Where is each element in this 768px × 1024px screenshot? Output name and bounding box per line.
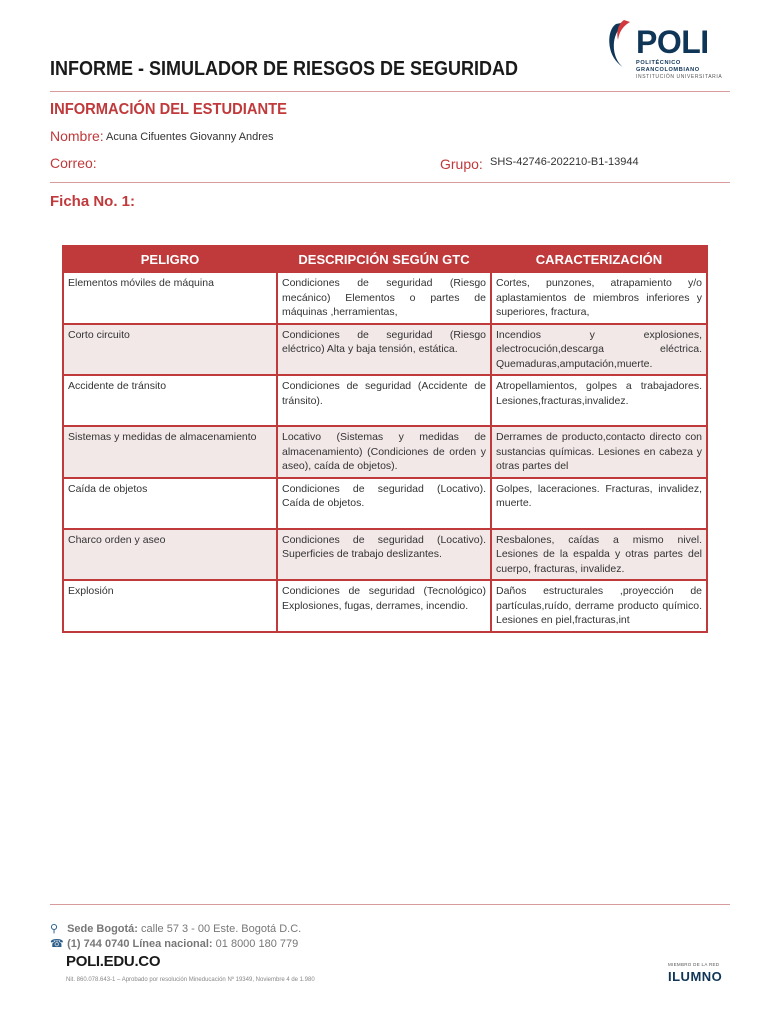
logo-line-2: GRANCOLOMBIANO — [636, 67, 700, 73]
peligro-cell: Corto circuito — [64, 325, 276, 375]
website-link[interactable]: POLI.EDU.CO — [66, 953, 161, 970]
peligro-cell: Elementos móviles de máquina — [64, 273, 276, 323]
header-peligro: PELIGRO — [64, 247, 276, 271]
table-row — [64, 530, 706, 580]
ficha-label: Ficha No. 1: — [50, 193, 136, 210]
group-value: SHS-42746-202210-B1-13944 — [490, 156, 639, 168]
table-header-row — [64, 247, 706, 271]
student-divider — [50, 182, 730, 183]
ilumno-logo: ILUMNO — [668, 969, 723, 984]
sede-value: calle 57 3 - 00 Este. Bogotá D.C. — [141, 923, 302, 935]
table-row — [64, 273, 706, 323]
header-descripcion: DESCRIPCIÓN SEGÚN GTC — [278, 247, 490, 271]
name-label: Nombre: — [50, 128, 104, 144]
group-label: Grupo: — [440, 156, 483, 172]
logo-line-1: POLITÉCNICO — [636, 60, 681, 66]
table-row — [64, 581, 706, 631]
caracterizacion-cell: Daños estructurales ,proyección de partículas,ruído, derrame producto químico. Lesiones en piel,fracturas,int — [492, 581, 706, 631]
descripcion-cell: Locativo (Sistemas y medidas de almacenamiento) (Condiciones de orden y aseo), caída de objetos). — [278, 427, 490, 477]
student-section-title: INFORMACIÓN DEL ESTUDIANTE — [50, 101, 287, 118]
footer-phones — [50, 937, 298, 950]
descripcion-cell: Condiciones de seguridad (Locativo). Caída de objetos. — [278, 479, 490, 528]
linea-value: 01 8000 180 779 — [215, 938, 299, 950]
poli-logo-mark-icon — [606, 18, 636, 74]
caracterizacion-cell: Derrames de producto,contacto directo con sustancias químicas. Lesiones en cabeza y otras partes del — [492, 427, 706, 477]
descripcion-cell: Condiciones de seguridad (Locativo). Superficies de trabajo deslizantes. — [278, 530, 490, 580]
peligro-cell: Charco orden y aseo — [64, 530, 276, 580]
peligro-cell: Caída de objetos — [64, 479, 276, 528]
linea-label: Línea nacional: — [132, 938, 213, 950]
caracterizacion-cell: Resbalones, caídas a mismo nivel. Lesiones de la espalda y otras partes del cuerpo, fracturas, invalidez. — [492, 530, 706, 580]
report-title: INFORME - SIMULADOR DE RIESGOS DE SEGURIDAD — [50, 58, 519, 80]
phone-value: (1) 744 0740 — [67, 938, 130, 950]
phone-icon: ☎ — [50, 938, 64, 950]
table-row — [64, 479, 706, 528]
logo-line-3: INSTITUCIÓN UNIVERSITARIA — [636, 74, 723, 80]
descripcion-cell: Condiciones de seguridad (Riesgo eléctrico) Alta y baja tensión, estática. — [278, 325, 490, 375]
title-divider — [50, 91, 730, 92]
descripcion-cell: Condiciones de seguridad (Tecnológico) Explosiones, fugas, derrames, incendio. — [278, 581, 490, 631]
table-row — [64, 427, 706, 477]
caracterizacion-cell: Golpes, laceraciones. Fracturas, invalidez, muerte. — [492, 479, 706, 528]
email-label: Correo: — [50, 155, 97, 171]
legal-text: Nit. 860.078.643-1 – Aprobado por resolución Mineducación Nº 19349, Noviembre 4 de 1.980 — [66, 977, 315, 983]
footer-address — [50, 922, 301, 935]
caracterizacion-cell: Atropellamientos, golpes a trabajadores. Lesiones,fracturas,invalidez. — [492, 376, 706, 425]
logo-wordmark: POLI — [636, 24, 709, 60]
location-pin-icon: ⚲ — [50, 923, 59, 935]
poli-logo — [606, 18, 732, 80]
risk-table — [62, 245, 708, 633]
footer-divider — [50, 904, 730, 905]
peligro-cell: Accidente de tránsito — [64, 376, 276, 425]
descripcion-cell: Condiciones de seguridad (Riesgo mecánico) Elementos o partes de máquinas ,herramientas, — [278, 273, 490, 323]
peligro-cell: Sistemas y medidas de almacenamiento — [64, 427, 276, 477]
table-row — [64, 376, 706, 425]
ilumno-caption: MIEMBRO DE LA RED — [668, 962, 720, 967]
descripcion-cell: Condiciones de seguridad (Accidente de tránsito). — [278, 376, 490, 425]
caracterizacion-cell: Incendios y explosiones, electrocución,descarga eléctrica. Quemaduras,amputación,muerte. — [492, 325, 706, 375]
table-row — [64, 325, 706, 375]
caracterizacion-cell: Cortes, punzones, atrapamiento y/o aplastamientos de miembros inferiores y superiores, fractura, — [492, 273, 706, 323]
peligro-cell: Explosión — [64, 581, 276, 631]
sede-label: Sede Bogotá: — [67, 923, 138, 935]
header-caracterizacion: CARACTERIZACIÓN — [492, 247, 706, 271]
name-value: Acuna Cifuentes Giovanny Andres — [106, 131, 274, 143]
